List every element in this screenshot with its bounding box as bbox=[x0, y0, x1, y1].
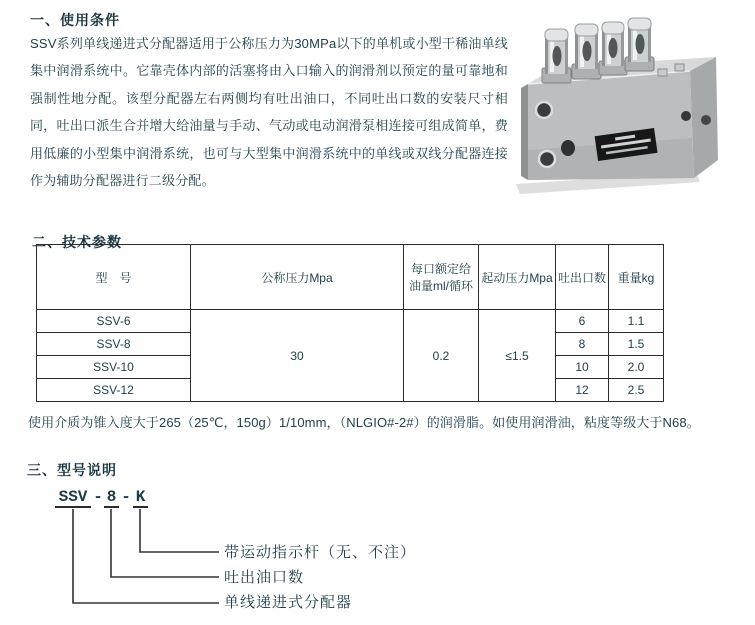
spec-table-header-row bbox=[37, 245, 664, 310]
callout-indicator-rod: 带运动指示杆（无、不注） bbox=[224, 544, 417, 561]
cell-model: SSV-10 bbox=[37, 356, 191, 379]
cell-outlets: 12 bbox=[556, 379, 609, 402]
spec-table bbox=[36, 244, 664, 402]
outlet-port-top bbox=[536, 102, 552, 118]
section1-heading: 一、使用条件 bbox=[30, 12, 120, 28]
header-start-pressure: 起动压力Mpa bbox=[479, 245, 556, 310]
model-code-outlets: 8 bbox=[104, 488, 119, 508]
model-code-callout-lines bbox=[0, 509, 260, 609]
indicator-pin-2 bbox=[572, 24, 601, 79]
cell-outlets: 6 bbox=[556, 310, 609, 333]
outlet-port-bottom bbox=[539, 151, 555, 167]
mounting-hole-right bbox=[681, 111, 691, 121]
side-port bbox=[701, 115, 711, 125]
indicator-pin-3 bbox=[599, 22, 627, 75]
section1-body-text: SSV系列单线递进式分配器适用于公称压力为30MPa以下的单机或小型干稀油单线集中润滑系统中。它靠壳体内部的活塞将由入口输入的润滑剂以预定的量可靠地和强制性地分配。该型分配器左右两侧均有吐出油口，不同吐出口数的安装尺寸相同，吐出口派生合并增大给油量与手动、气动或电动润滑泵相连接可组成简单，费用低廉的小型集中润滑系统，也可与大型集中润滑系统中的单线或双线分配器连接作为辅助分配器进行二级分配。 bbox=[30, 36, 509, 189]
header-oil-per-cycle: 每口额定给油量ml/循环 bbox=[404, 245, 479, 310]
cell-model: SSV-12 bbox=[37, 379, 191, 402]
model-code-separator: - bbox=[93, 488, 103, 506]
distributor-block-illustration bbox=[498, 8, 743, 210]
cell-outlets: 8 bbox=[556, 333, 609, 356]
table-row bbox=[37, 310, 664, 333]
cell-model: SSV-6 bbox=[37, 310, 191, 333]
model-code-separator: - bbox=[121, 488, 131, 506]
header-nominal-pressure: 公称压力Mpa bbox=[191, 245, 404, 310]
header-model: 型 号 bbox=[37, 245, 191, 310]
cell-nominal-pressure: 30 bbox=[191, 310, 404, 402]
model-code-prefix: SSV bbox=[55, 488, 91, 508]
cell-weight: 1.1 bbox=[609, 310, 664, 333]
section2-heading: 二、技术参数 bbox=[32, 234, 122, 250]
grease-spec-note: 使用介质为锥入度大于265（25℃，150g）1/10mm，（NLGIO#-2#）的润滑脂。如使用润滑油，粘度等级大于N68。 bbox=[28, 415, 700, 430]
section3-heading: 三、型号说明 bbox=[27, 462, 117, 478]
callout-distributor-type: 单线递进式分配器 bbox=[224, 594, 353, 611]
callout-outlet-count: 吐出油口数 bbox=[224, 569, 305, 586]
cell-weight: 2.5 bbox=[609, 379, 664, 402]
header-weight: 重量kg bbox=[609, 245, 664, 310]
cell-outlets: 10 bbox=[556, 356, 609, 379]
indicator-pin-1 bbox=[542, 29, 571, 83]
cell-model: SSV-8 bbox=[37, 333, 191, 356]
product-photo bbox=[498, 8, 743, 210]
mounting-hole-left bbox=[561, 140, 575, 156]
model-code-suffix: K bbox=[133, 488, 148, 508]
cell-start-pressure: ≤1.5 bbox=[479, 310, 556, 402]
cell-weight: 2.0 bbox=[609, 356, 664, 379]
cell-oil-per-cycle: 0.2 bbox=[404, 310, 479, 402]
cell-weight: 1.5 bbox=[609, 333, 664, 356]
indicator-pin-4 bbox=[625, 18, 654, 71]
header-outlet-count: 吐出口数 bbox=[556, 245, 609, 310]
